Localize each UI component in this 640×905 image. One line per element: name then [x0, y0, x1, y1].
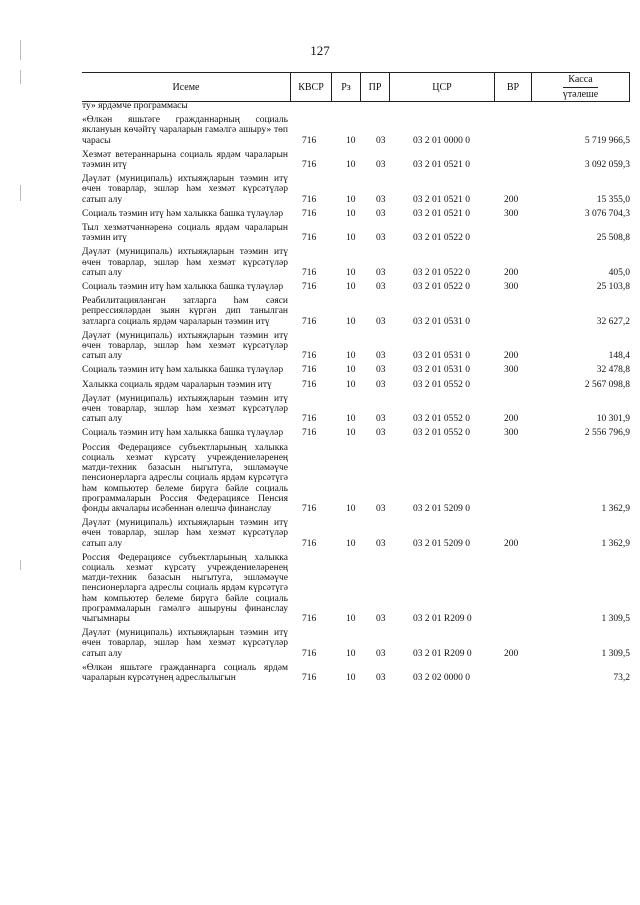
header-name: Исеме: [172, 81, 200, 93]
row-rz: 10: [346, 414, 356, 425]
row-rz: 10: [346, 194, 356, 205]
row-kvsr: 716: [302, 379, 317, 390]
row-name: Тыл хезмәтчәннәренә социаль ярдәм чараларын тәэмин итү: [82, 223, 288, 244]
row-pr: 03: [376, 208, 386, 219]
page-number: 127: [310, 43, 330, 58]
row-pr: 03: [376, 233, 386, 244]
row-rz: 10: [346, 160, 356, 171]
row-rz: 10: [346, 428, 356, 439]
row-kvsr: 716: [302, 135, 317, 146]
table-row: [82, 174, 630, 205]
row-sum: 25 508,8: [596, 233, 630, 244]
row-pr: 03: [376, 160, 386, 171]
row-vr: 300: [504, 208, 519, 219]
row-pr: 03: [376, 194, 386, 205]
table-header: [82, 72, 630, 102]
table-row: [82, 380, 630, 390]
row-name: Социаль тәэмин итү һәм халыкка башка түләүләр: [82, 208, 284, 219]
row-csr: 03 2 01 0531 0: [413, 316, 470, 327]
row-csr: 03 2 01 0521 0: [413, 160, 470, 171]
row-pr: 03: [376, 538, 386, 549]
row-rz: 10: [346, 208, 356, 219]
row-pr: 03: [376, 351, 386, 362]
row-vr: 300: [504, 365, 519, 376]
row-csr: 03 2 01 0522 0: [413, 233, 470, 244]
row-csr: 03 2 01 0552 0: [413, 414, 470, 425]
row-pr: 03: [376, 648, 386, 659]
row-kvsr: 716: [302, 351, 317, 362]
row-sum: 3 092 059,3: [584, 160, 630, 171]
row-pr: 03: [376, 267, 386, 278]
row-rz: 10: [346, 672, 356, 683]
row-sum: 25 103,8: [596, 282, 630, 293]
row-vr: 200: [504, 414, 519, 425]
row-name: Дәүләт (муниципаль) ихтыяҗларын тәэмин итү өчен товарлар, эшләр һәм хезмәт күрсәтүләр сатып алу: [82, 247, 288, 278]
header-pr: ПР: [360, 73, 389, 101]
scan-margin-mark: [20, 70, 21, 84]
row-rz: 10: [346, 538, 356, 549]
row-rz: 10: [346, 613, 356, 624]
row-sum: 3 076 704,3: [584, 208, 630, 219]
row-csr: 03 2 01 0531 0: [413, 365, 470, 376]
row-rz: 10: [346, 351, 356, 362]
row-kvsr: 716: [302, 208, 317, 219]
row-vr: 300: [504, 282, 519, 293]
row-rz: 10: [346, 267, 356, 278]
row-name: Реабилитацияләнгән затларга һәм сәяси репрессияләрдән зыян күргән дип танылган затларга социаль ярдәм чараларын тәэмин итү: [82, 296, 288, 327]
table-row: [82, 628, 630, 659]
table-row: [82, 282, 630, 292]
row-vr: 200: [504, 194, 519, 205]
row-name: ту» ярдәмче программасы: [82, 101, 188, 111]
row-name: Дәүләт (муниципаль) ихтыяҗларын тәэмин итү өчен товарлар, эшләр һәм хезмәт күрсәтүләр сатып алу: [82, 628, 288, 659]
row-pr: 03: [376, 414, 386, 425]
row-pr: 03: [376, 282, 386, 293]
row-sum: 15 355,0: [596, 194, 630, 205]
table-row: [82, 553, 630, 624]
row-csr: 03 2 01 5209 0: [413, 503, 470, 514]
row-name: Дәүләт (муниципаль) ихтыяҗларын тәэмин итү өчен товарлар, эшләр һәм хезмәт күрсәтүләр сатып алу: [82, 174, 288, 205]
row-csr: 03 2 01 0552 0: [413, 379, 470, 390]
row-name: Россия Федерациясе субъектларының халыкка социаль хезмәт күрсәтү учреждениеләренең матди-техник базасын ныгытуга, эшләмәүче пенсионерларга адреслы социаль ярдәм күрсәтүгә һәм компьютер белеме бирүгә бәйле социаль программаларын Россия Федерациясе Пенсия фонды акчалары исәбеннән өлешчә финанслау: [82, 442, 288, 514]
table-row: [82, 209, 630, 219]
row-csr: 03 2 01 0000 0: [413, 135, 470, 146]
scan-margin-mark: [20, 560, 21, 570]
row-sum: 148,4: [608, 351, 630, 362]
table-row: [82, 247, 630, 278]
row-pr: 03: [376, 365, 386, 376]
row-kvsr: 716: [302, 538, 317, 549]
row-rz: 10: [346, 365, 356, 376]
row-name: Россия Федерациясе субъектларының халыкка социаль хезмәт күрсәтү учреждениеләренең матди-техник базасын ныгытуга, эшләмәүче пенсионерларга адреслы социаль ярдәм күрсәтүгә һәм компьютер белеме бирүгә бәйле социаль программаларын гамәлгә ашыруны финанслау чыгымнары: [82, 552, 288, 624]
row-kvsr: 716: [302, 282, 317, 293]
row-pr: 03: [376, 316, 386, 327]
row-name: Социаль тәэмин итү һәм халыкка башка түләүләр: [82, 428, 284, 439]
row-rz: 10: [346, 282, 356, 293]
row-kvsr: 716: [302, 233, 317, 244]
table-row: [82, 518, 630, 549]
header-rz: Рз: [331, 73, 360, 101]
row-csr: 03 2 01 R209 0: [413, 648, 472, 659]
row-sum: 2 556 796,9: [584, 428, 630, 439]
row-vr: 200: [504, 648, 519, 659]
row-name: Хезмәт ветераннарына социаль ярдәм чараларын тәэмин итү: [82, 149, 288, 171]
row-pr: 03: [376, 613, 386, 624]
row-sum: 10 301,9: [596, 414, 630, 425]
scan-margin-mark: [20, 185, 21, 201]
table-row: [82, 331, 630, 362]
row-pr: 03: [376, 672, 386, 683]
row-pr: 03: [376, 379, 386, 390]
row-csr: 03 2 01 0552 0: [413, 428, 470, 439]
row-sum: 405,0: [608, 267, 630, 278]
row-rz: 10: [346, 648, 356, 659]
row-name: «Өлкән яшьтәге гражданнарның социаль яклануын көчәйтү чараларын гамәлгә ашыру» төп чарасы: [82, 115, 288, 146]
row-sum: 32 627,2: [596, 316, 630, 327]
table-row: [82, 663, 630, 683]
row-sum: 1 309,5: [601, 613, 630, 624]
row-rz: 10: [346, 503, 356, 514]
row-name: Социаль тәэмин итү һәм халыкка башка түләүләр: [82, 365, 284, 376]
row-rz: 10: [346, 233, 356, 244]
row-rz: 10: [346, 379, 356, 390]
header-csr: ЦСР: [389, 73, 494, 101]
row-kvsr: 716: [302, 648, 317, 659]
row-kvsr: 716: [302, 428, 317, 439]
header-vr: ВР: [494, 73, 531, 101]
row-name: Социаль тәэмин итү һәм халыкка башка түләүләр: [82, 282, 284, 293]
row-csr: 03 2 01 0522 0: [413, 282, 470, 293]
row-sum: 1 362,9: [601, 503, 630, 514]
row-kvsr: 716: [302, 160, 317, 171]
header-kassa-line1: Касса: [568, 74, 593, 85]
row-name: Дәүләт (муниципаль) ихтыяҗларын тәэмин итү өчен товарлар, эшләр һәм хезмәт күрсәтүләр сатып алу: [82, 518, 288, 549]
row-csr: 03 2 02 0000 0: [413, 672, 470, 683]
row-csr: 03 2 01 5209 0: [413, 538, 470, 549]
row-pr: 03: [376, 428, 386, 439]
row-csr: 03 2 01 R209 0: [413, 613, 472, 624]
row-name: «Өлкән яшьтәге гражданнарга социаль ярдәм чараларын күрсәтүнең адреслылыгын: [82, 662, 288, 683]
table-row: [82, 101, 630, 111]
row-name: Дәүләт (муниципаль) ихтыяҗларын тәэмин итү өчен товарлар, эшләр һәм хезмәт күрсәтүләр сатып алу: [82, 330, 288, 362]
row-vr: 200: [504, 351, 519, 362]
table-row: [82, 443, 630, 514]
row-pr: 03: [376, 135, 386, 146]
row-kvsr: 716: [302, 267, 317, 278]
row-pr: 03: [376, 503, 386, 514]
row-sum: 1 309,5: [601, 648, 630, 659]
row-csr: 03 2 01 0521 0: [413, 208, 470, 219]
row-sum: 73,2: [613, 672, 630, 683]
table-row: [82, 394, 630, 425]
row-name: Дәүләт (муниципаль) ихтыяҗларын тәэмин итү өчен товарлар, эшләр һәм хезмәт күрсәтүләр сатып алу: [82, 393, 288, 425]
table-row: [82, 150, 630, 170]
row-kvsr: 716: [302, 613, 317, 624]
header-kassa: [531, 73, 630, 101]
table-row: [82, 428, 630, 438]
row-kvsr: 716: [302, 672, 317, 683]
table-body: [82, 101, 630, 687]
row-rz: 10: [346, 316, 356, 327]
row-csr: 03 2 01 0531 0: [413, 351, 470, 362]
row-sum: 32 478,8: [596, 365, 630, 376]
table-row: [82, 115, 630, 146]
row-rz: 10: [346, 135, 356, 146]
row-kvsr: 716: [302, 316, 317, 327]
header-kassa-line2: үтәлеше: [562, 89, 599, 100]
row-vr: 300: [504, 428, 519, 439]
row-csr: 03 2 01 0521 0: [413, 194, 470, 205]
row-vr: 200: [504, 538, 519, 549]
row-name: Халыкка социаль ярдәм чараларын тәэмин итү: [82, 379, 272, 390]
header-kvsr: КВСР: [290, 73, 331, 101]
row-sum: 2 567 098,8: [584, 379, 630, 390]
table-row: [82, 223, 630, 243]
row-kvsr: 716: [302, 194, 317, 205]
row-vr: 200: [504, 267, 519, 278]
row-kvsr: 716: [302, 503, 317, 514]
row-sum: 1 362,9: [601, 538, 630, 549]
table-row: [82, 365, 630, 375]
row-sum: 5 719 966,5: [584, 135, 630, 146]
row-kvsr: 716: [302, 365, 317, 376]
table-row: [82, 296, 630, 327]
row-csr: 03 2 01 0522 0: [413, 267, 470, 278]
row-kvsr: 716: [302, 414, 317, 425]
